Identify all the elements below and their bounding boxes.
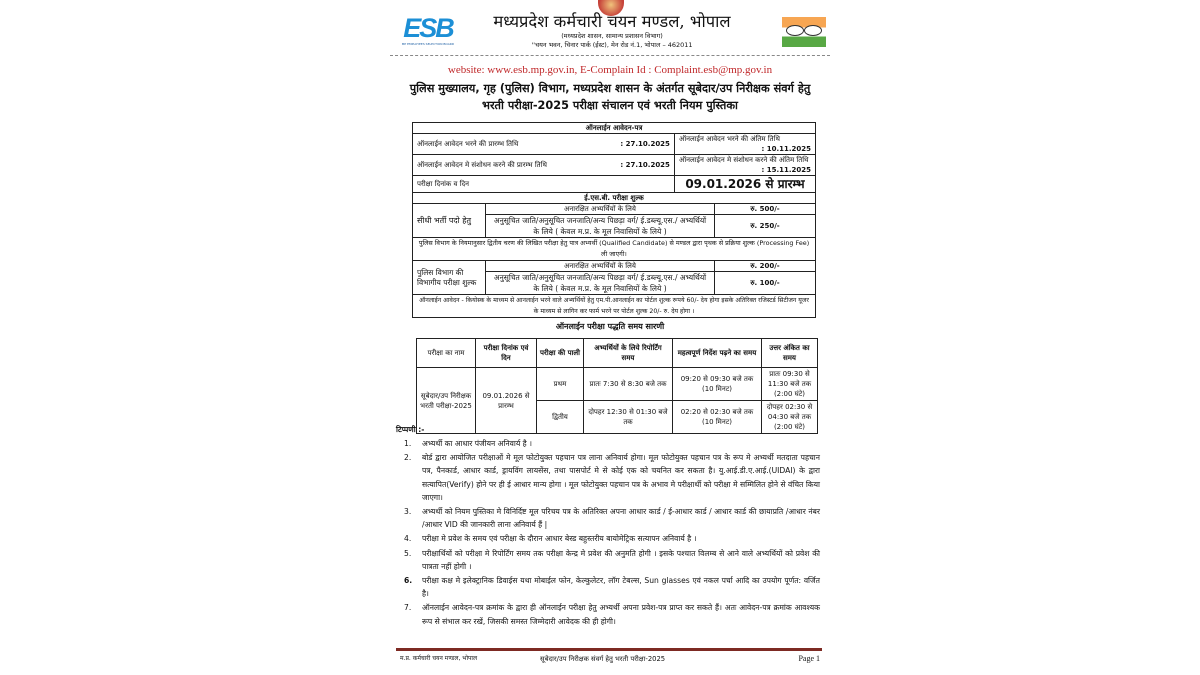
list-item: 1. अभ्यर्थी का आधार पंजीयन अनिवार्य है । [404, 439, 532, 448]
header-divider [390, 55, 830, 56]
table-row: परीक्षा दिनांक व दिन 09.01.2026 से प्रारम्भ [413, 176, 816, 193]
document-title: पुलिस मुख्यालय, गृह (पुलिस) विभाग, मध्यप्रदेश शासन के अंतर्गत सूबेदार/उप निरीक्षक संवर्ग हेतु भरती परीक्षा-2025 परीक्षा संचालन एवं भरती नियम पुस्तिका [409, 82, 811, 112]
list-item: 5. परीक्षार्थियों को परीक्षा मे रिपोर्टिंग समय तक परीक्षा केन्द्र मे प्रवेश की अनुमति होगी । इसके पश्चात विलम्ब से आने वाले अभ्यर्थियों को प्रवेश की पात्रता नहीं होगी । [404, 548, 820, 571]
website-line: website: www.esb.mp.gov.in, E-Complain Id : Complaint.esb@mp.gov.in [447, 64, 773, 76]
notes-list [404, 437, 820, 629]
table-row: अनुसूचित जाति/अनुसूचित जनजाति/अन्य पिछड़ा वर्ग/ ई.डब्ल्यू.एस./ अभ्यर्थियों के लिये ( केवल म.प्र. के मूल निवासियों के लिये ) रु. 250/- [413, 215, 816, 238]
letterhead [390, 0, 830, 56]
table-row: पुलिस विभाग की विभागीय परीक्षा शुल्क अनारक्षित अभ्यर्थियों के लिये रु. 200/- [413, 261, 816, 272]
swachh-bharat-logo-icon [782, 17, 826, 47]
processing-fee-note: पुलिस विभाग के नियमानुसार द्वितीय चरण की लिखित परीक्षा हेतु पात्र अभ्यर्थी (Qualified Candidate) से मण्डल द्वारा पृथक से प्रक्रिया शुल्क (Processing Fee) ली जाएगी। [413, 238, 816, 261]
fee-heading: ई.एस.बी. परीक्षा शुल्क [413, 193, 816, 204]
notes-heading: टिप्पणी :- [396, 425, 425, 434]
org-subtitle: (मध्यप्रदेश शासन, सामान्य प्रशासन विभाग) [561, 32, 663, 40]
table-row: सीधी भर्ती पदो हेतु अनारक्षित अभ्यर्थियों के लिये रु. 500/- [413, 204, 816, 215]
table-row: ऑनलाईन आवेदन भरने की प्रारम्भ तिथि : 27.10.2025 ऑनलाईन आवेदन भरने की अंतिम तिथि : 10.11.2025 [413, 134, 816, 155]
list-item: 4. परीक्षा मे प्रवेश के समय एवं परीक्षा के दौरान आधार बेस्ड बहुस्तरीय बायोमेट्रिक सत्यापन अनिवार्य है । [404, 534, 697, 544]
schedule-table [416, 338, 818, 434]
application-table [412, 122, 816, 318]
esb-logo-icon: ESB MP EMPLOYEES SELECTION BOARD [401, 13, 455, 46]
list-item: 2. बोर्ड द्वारा आयोजित परीक्षाओं मे मूल फोटोयुक्त पहचान पत्र लाना अनिवार्य होगा। मूल फोटोयुक्त पहचान पत्र के रूप मे अभ्यर्थी मतदाता पहचान पत्र, पैनकार्ड, आधार कार्ड, ड्रायविंग लायसेंस, तथा पासपोर्ट मे से कोई एक को चयनित कर सकता है। यु.आई.डी.ए.आई.(UIDAI) के द्वारा सत्यापित(Verify) होने पर ही ई आधार मान्य होगा । मूल फोटोयुक्त पहचान पत्र के अभाव मे परीक्षार्थी को परीक्षा मे सम्मिलित होने से वंचित किया जाएगा। [404, 453, 820, 502]
table-row: ऑनलाईन आवेदन मे संशोधन करने की प्रारम्भ तिथि : 27.10.2025 ऑनलाईन आवेदन मे संशोधन करने की अंतिम तिथि : 15.11.2025 [413, 155, 816, 176]
document-page [390, 0, 830, 675]
exam-date-value: 09.01.2026 से प्रारम्भ [674, 176, 815, 193]
table-header-row: परीक्षा का नाम परीक्षा दिनांक एवं दिन परीक्षा की पाली अभ्यर्थियों के लिये रिपोर्टिंग समय महत्वपूर्ण निर्देश पढ़ने का समय उत्तर अंकित का समय [417, 339, 818, 368]
list-item: 3. अभ्यर्थी को नियम पुस्तिका मे विनिर्दिष्ट मूल परिचय पत्र के अतिरिक्त अपना आधार कार्ड / ई-आधार कार्ड / आधार कार्ड की छायाप्रति /आधार नंबर /आधार VID की जानकारी लाना अनिवार्य हैं | [404, 507, 820, 530]
schedule-title: ऑनलाईन परीक्षा पद्धति समय सारणी [555, 322, 665, 331]
footer-divider [396, 648, 822, 651]
application-heading: ऑनलाईन आवेदन-पत्र [413, 123, 816, 134]
footer-left: म.प्र. कर्मचारी चयन मण्डल, भोपाल [400, 655, 478, 662]
table-row: द्वितीय दोपहर 12:30 से 01:30 बजे तक 02:20 से 02:30 बजे तक (10 मिनट) दोपहर 02:30 से 04:30 बजे तक (2:00 घंटे) [417, 401, 818, 434]
table-row: अनुसूचित जाति/अनुसूचित जनजाति/अन्य पिछड़ा वर्ग/ ई.डब्ल्यू.एस./ अभ्यर्थियों के लिये ( केवल म.प्र. के मूल निवासियों के लिये ) रु. 100/- [413, 272, 816, 295]
list-item: 7. ऑनलाईन आवेदन-पत्र क्रमांक के द्वारा ही ऑनलाईन परीक्षा हेतु अभ्यर्थी अपना प्रवेश-पत्र प्राप्त कर सकते हैं। अतः आवेदन-पत्र क्रमांक आवश्यक रूप से संभाल कर रखें, जिसकी समस्त जिम्मेदारी आवेदक की ही होगी। [404, 603, 820, 626]
list-item: 6. परीक्षा कक्ष मे इलेक्ट्रानिक डिवाईस यथा मोबाईल फोन, केल्कुलेटर, लॉग टेबल्स, Sun glasses एवं नकल पर्चा आदि का उपयोग पूर्णत: वर्जित है। [404, 576, 820, 599]
org-address: ''चयन भवन, चिनार पार्क (ईस्ट), मेन रोड नं.1, भोपाल – 462011 [531, 41, 693, 49]
portal-fee-note: ऑनलाईन आवेदन - कियोस्क के माध्यम से आनलाईन भरने वाले अभ्यर्थियों हेतु एम.पी.आनलाईन का पोर्टल शुल्क रूपये 60/- देय होगा इसके अतिरिक्त रजिस्टर्ड सिटीजन यूजर के माध्यम से लागिन कर फार्म भरने पर पोर्टल शुल्क 20/- रु. देय होगा । [413, 295, 816, 318]
page-number: Page 1 [798, 654, 820, 663]
org-title: मध्यप्रदेश कर्मचारी चयन मण्डल, भोपाल [493, 12, 731, 31]
footer-center: सूबेदार/उप निरीक्षक संवर्ग हेतु भरती परीक्षा-2025 [540, 655, 666, 663]
table-row: सूबेदार/उप निरीक्षक भरती परीक्षा-2025 09.01.2026 से प्रारम्भ प्रथम प्रातः 7:30 से 8:30 बजे तक 09:20 से 09:30 बजे तक (10 मिनट) प्रातः 09:30 से 11:30 बजे तक (2:00 घंटे) [417, 368, 818, 401]
